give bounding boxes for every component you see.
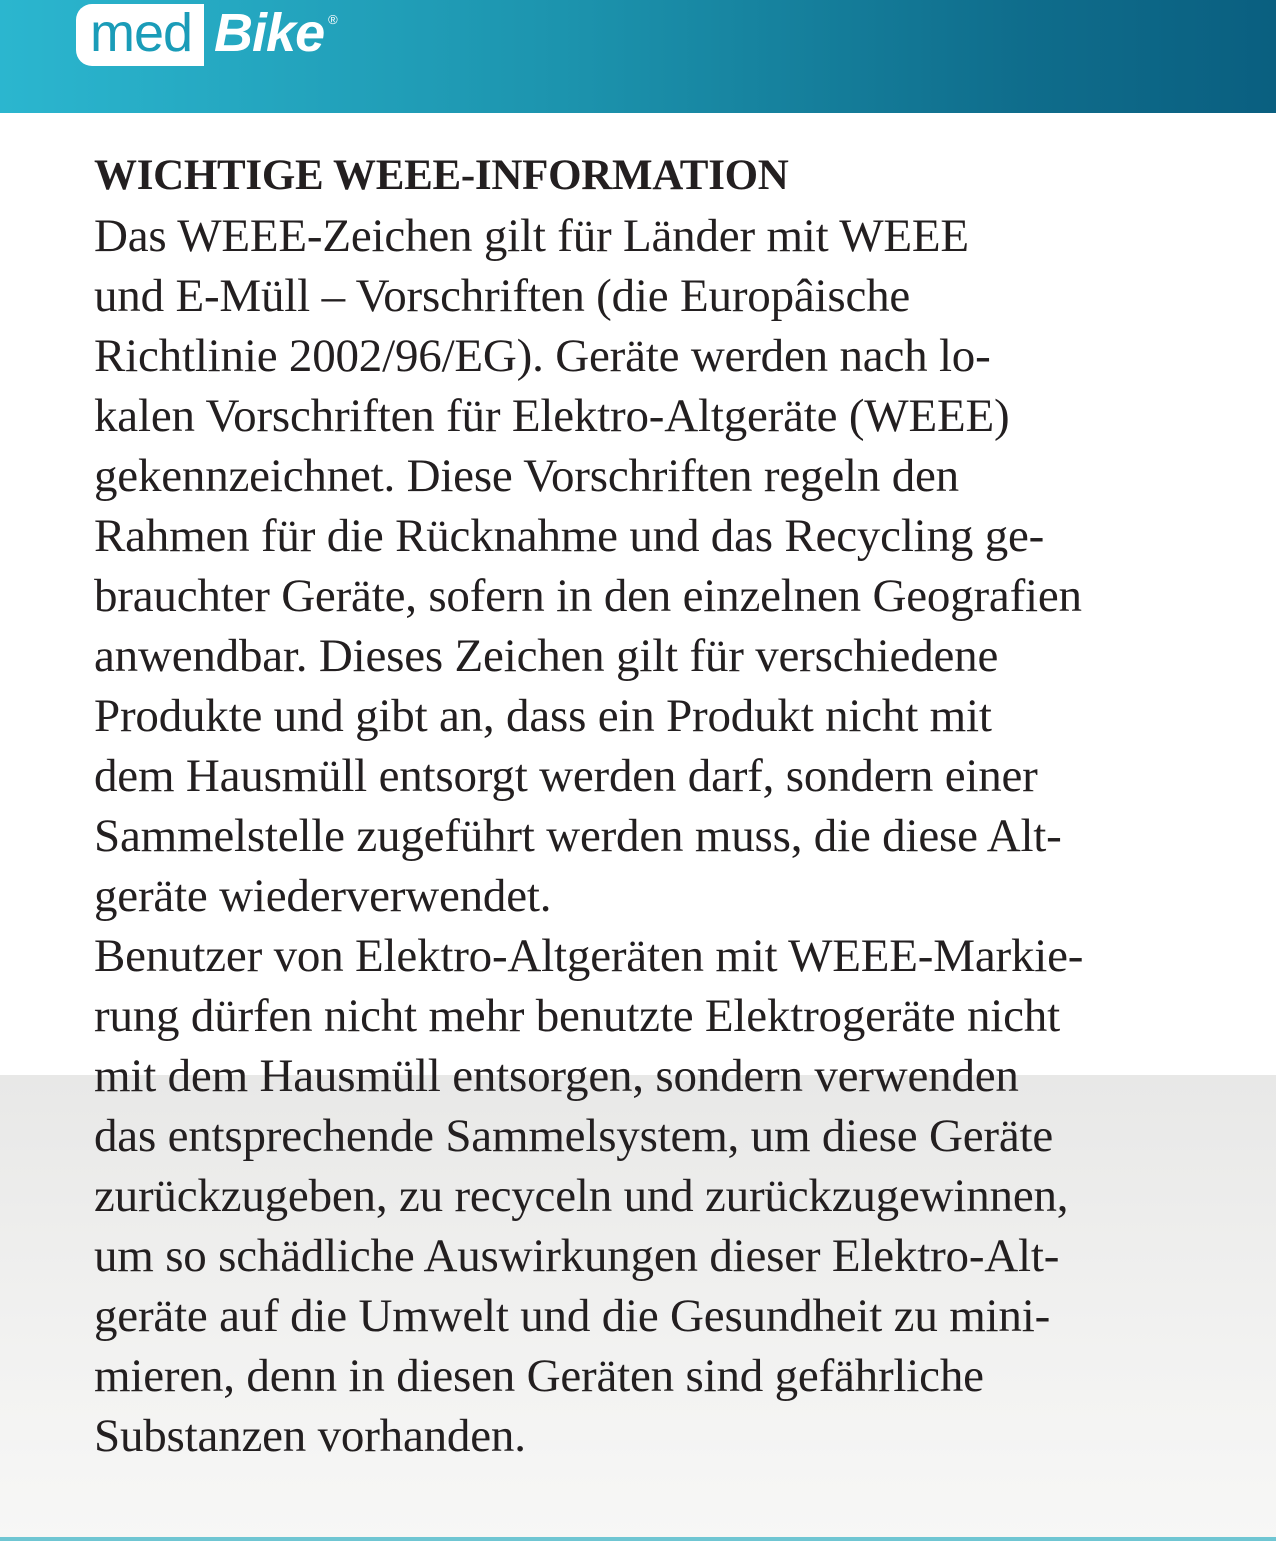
paragraph-line: Benutzer von Elektro-Altgeräten mit WEEE-Markie- <box>94 930 1084 982</box>
paragraph-line: geräte auf die Umwelt und die Gesundheit zu mini- <box>94 1290 1051 1342</box>
paragraph-line: geräte wiederverwendet. <box>94 870 552 922</box>
paragraph-line: um so schädliche Auswirkungen dieser Elektro-Alt- <box>94 1230 1060 1282</box>
paragraph-line: und E-Müll – Vorschriften (die Europâische <box>94 270 911 322</box>
section-heading: WICHTIGE WEEE-INFORMATION <box>94 152 789 199</box>
paragraph-line: gekennzeichnet. Diese Vorschriften regeln den <box>94 450 959 502</box>
paragraph-line: Substanzen vorhanden. <box>94 1410 526 1462</box>
header-bar <box>0 0 1276 113</box>
paragraph-line: zurückzugeben, zu recyceln und zurückzugewinnen, <box>94 1170 1069 1222</box>
paragraph-line: Richtlinie 2002/96/EG). Geräte werden nach lo- <box>94 330 991 382</box>
paragraph-line: kalen Vorschriften für Elektro-Altgeräte (WEEE) <box>94 390 1010 442</box>
paragraph-line: rung dürfen nicht mehr benutzte Elektrogeräte nicht <box>94 990 1060 1042</box>
paragraph-line: mit dem Hausmüll entsorgen, sondern verwenden <box>94 1050 1019 1102</box>
paragraph-line: Produkte und gibt an, dass ein Produkt nicht mit <box>94 690 992 742</box>
medbike-logo <box>76 4 338 66</box>
bottom-accent-line <box>0 1537 1276 1541</box>
paragraph-line: Das WEEE-Zeichen gilt für Länder mit WEEE <box>94 210 969 262</box>
paragraph-line: das entsprechende Sammelsystem, um diese Geräte <box>94 1110 1054 1162</box>
paragraph-line: Rahmen für die Rücknahme und das Recycling ge- <box>94 510 1045 562</box>
paragraph-line: mieren, denn in diesen Geräten sind gefährliche <box>94 1350 984 1402</box>
paragraph-line: dem Hausmüll entsorgt werden darf, sondern einer <box>94 750 1038 802</box>
logo-bike: Bike <box>214 3 325 63</box>
paragraph-line: anwendbar. Dieses Zeichen gilt für verschiedene <box>94 630 999 682</box>
registered-mark: ® <box>328 12 338 27</box>
paragraph-line: Sammelstelle zugeführt werden muss, die diese Alt- <box>94 810 1062 862</box>
paragraph-line: brauchter Geräte, sofern in den einzelnen Geografien <box>94 570 1082 622</box>
logo-med: med <box>76 4 204 66</box>
weee-information-section <box>94 146 1214 1466</box>
